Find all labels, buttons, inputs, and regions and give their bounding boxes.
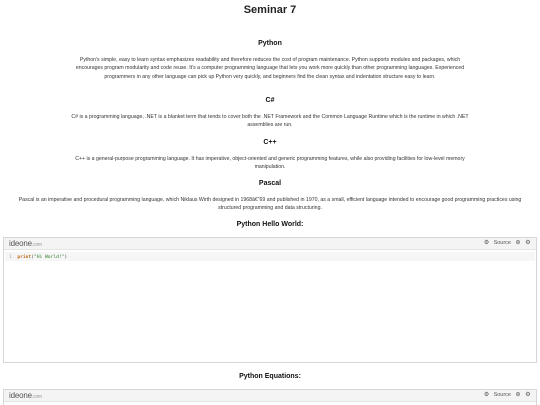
- embed-toolbar: [484, 392, 531, 398]
- code-string: "Hi World!": [33, 255, 65, 260]
- csharp-description: C# is a programming language, .NET is a blanket term that tends to cover both the .NET Framework and the Common Language Runtime which is the runtime in which .NET assemblies are run.: [71, 114, 469, 129]
- settings-icon[interactable]: ⚙: [525, 240, 531, 246]
- gear-icon: ⚙: [483, 392, 490, 398]
- source-link[interactable]: Source: [493, 240, 511, 246]
- ideone-logo[interactable]: ideone.com: [9, 391, 42, 400]
- csharp-heading: C#: [265, 97, 275, 104]
- pascal-heading: Pascal: [258, 180, 282, 187]
- code-embed-equations: [3, 389, 537, 405]
- settings-icon[interactable]: ⚙: [525, 392, 531, 398]
- cpp-heading: C++: [263, 139, 277, 146]
- pascal-description: Pascal is an imperative and procedural programming language, which Niklaus Wirth designed in 1968â€“69 and published in 1970, as a small, efficient language intended to encourage good programming practices using structured programming and data structuring.: [18, 197, 522, 212]
- gear-icon: ⚙: [483, 240, 490, 246]
- code-line-highlight: [5, 252, 535, 261]
- source-link[interactable]: Source: [493, 392, 511, 398]
- embed-header: [4, 390, 536, 402]
- cpp-description: C++ is a general-purpose programming language. It has imperative, object-oriented and generic programming features, while also providing facilities for low-level memory manipulation.: [75, 156, 465, 171]
- code-embed-hello-world: [3, 237, 537, 363]
- embed-toolbar: [484, 240, 531, 246]
- page-title: Seminar 7: [243, 4, 297, 16]
- code-line-1[interactable]: 1. print("Hi World!"): [9, 255, 68, 260]
- embed-header: [4, 238, 536, 250]
- ideone-logo[interactable]: ideone.com: [9, 239, 42, 248]
- python-heading: Python: [258, 40, 282, 47]
- line-number: 1.: [9, 255, 15, 260]
- equations-heading: Python Equations:: [239, 373, 301, 380]
- fork-icon[interactable]: ⊛: [515, 392, 521, 398]
- fork-icon[interactable]: ⊛: [515, 240, 521, 246]
- hello-world-heading: Python Hello World:: [236, 221, 304, 228]
- python-description: Python's simple, easy to learn syntax emphasizes readability and therefore reduces the cost of program maintenance. Python supports modules and packages, which encourages program modularity and code reuse. It's a computer programming language that lets you work more quickly than other programming languages. Experienced programmers in any other language can pick up Python very quickly, and beginners find the clean syntax and indentation structure easy to learn.: [75, 57, 465, 80]
- code-keyword: print: [17, 255, 32, 260]
